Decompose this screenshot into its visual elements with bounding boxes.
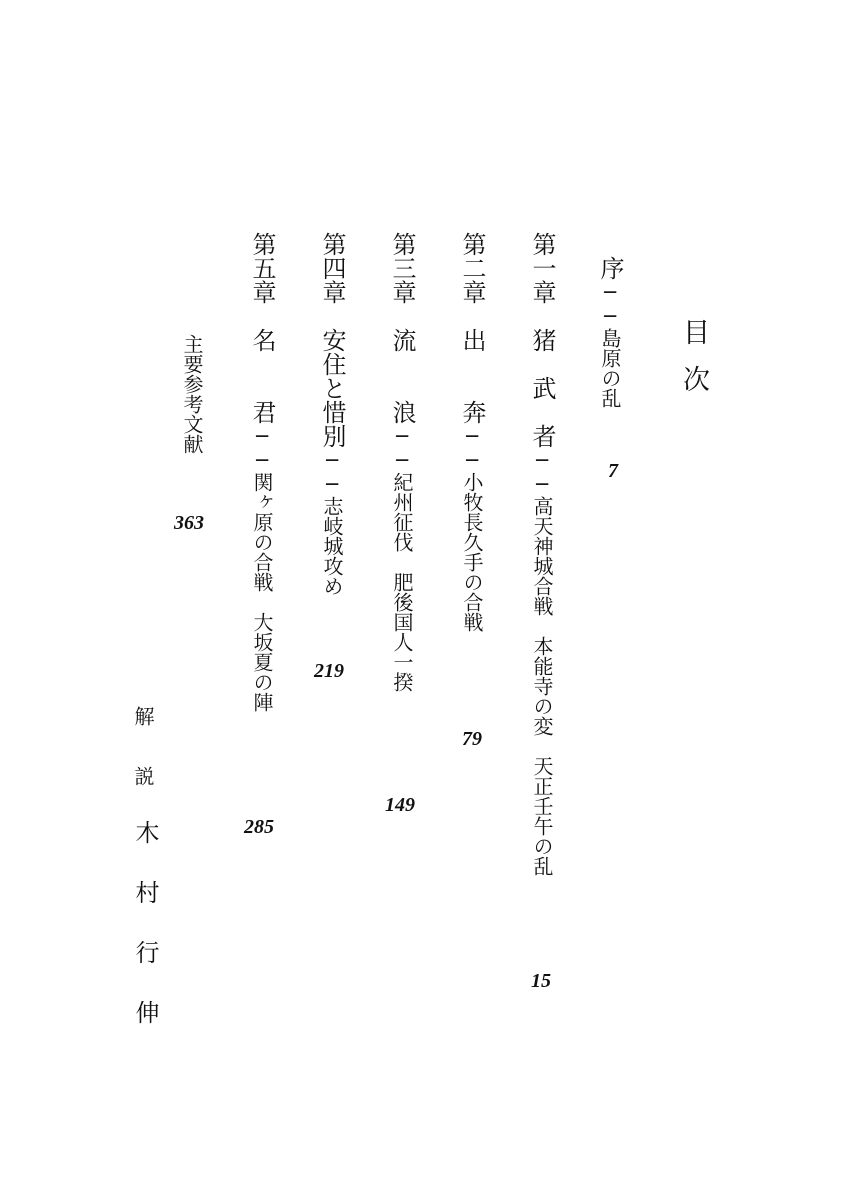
chapter-1-entry bbox=[530, 232, 554, 876]
preface-entry bbox=[598, 256, 622, 408]
chapter-2-spacer bbox=[458, 304, 486, 328]
commentary-author: 木 村 行 伸 bbox=[131, 820, 159, 1030]
chapter-4-subtitle: ──志岐城攻め bbox=[320, 448, 344, 596]
chapter-5-spacer bbox=[248, 304, 276, 328]
preface-page: 7 bbox=[608, 460, 618, 482]
chapter-5-title: 名 君 bbox=[248, 328, 276, 424]
page-title: 目次 bbox=[678, 318, 709, 412]
references-entry: 主要参考文献 bbox=[180, 334, 204, 454]
chapter-4-title: 安住と惜別 bbox=[318, 328, 346, 448]
chapter-1-page: 15 bbox=[531, 970, 551, 992]
chapter-2-subtitle: ──小牧長久手の合戦 bbox=[460, 424, 484, 632]
preface-label: 序 bbox=[596, 256, 624, 280]
chapter-1-spacer bbox=[528, 304, 556, 328]
commentary-label: 解 説 bbox=[131, 706, 155, 796]
chapter-5-number: 第五章 bbox=[248, 232, 276, 304]
chapter-4-number: 第四章 bbox=[318, 232, 346, 304]
chapter-3-entry bbox=[390, 232, 414, 692]
chapter-3-spacer bbox=[388, 304, 416, 328]
chapter-4-entry bbox=[320, 232, 344, 596]
chapter-2-title: 出 奔 bbox=[458, 328, 486, 424]
chapter-2-page: 79 bbox=[462, 728, 482, 750]
chapter-1-title: 猪 武 者 bbox=[528, 328, 556, 448]
chapter-3-subtitle: ──紀州征伐 肥後国人一揆 bbox=[390, 424, 414, 692]
chapter-3-title: 流 浪 bbox=[388, 328, 416, 424]
chapter-1-subtitle: ──高天神城合戦 本能寺の変 天正壬午の乱 bbox=[530, 448, 554, 876]
chapter-4-page: 219 bbox=[314, 660, 344, 682]
chapter-2-number: 第二章 bbox=[458, 232, 486, 304]
chapter-4-spacer bbox=[318, 304, 346, 328]
chapter-5-entry bbox=[250, 232, 274, 712]
chapter-5-subtitle: ──関ヶ原の合戦 大坂夏の陣 bbox=[250, 424, 274, 712]
chapter-3-number: 第三章 bbox=[388, 232, 416, 304]
chapter-1-number: 第一章 bbox=[528, 232, 556, 304]
preface-subtitle: ──島原の乱 bbox=[598, 280, 622, 408]
chapter-3-page: 149 bbox=[385, 794, 415, 816]
chapter-5-page: 285 bbox=[244, 816, 274, 838]
chapter-2-entry bbox=[460, 232, 484, 632]
references-page: 363 bbox=[174, 512, 204, 534]
